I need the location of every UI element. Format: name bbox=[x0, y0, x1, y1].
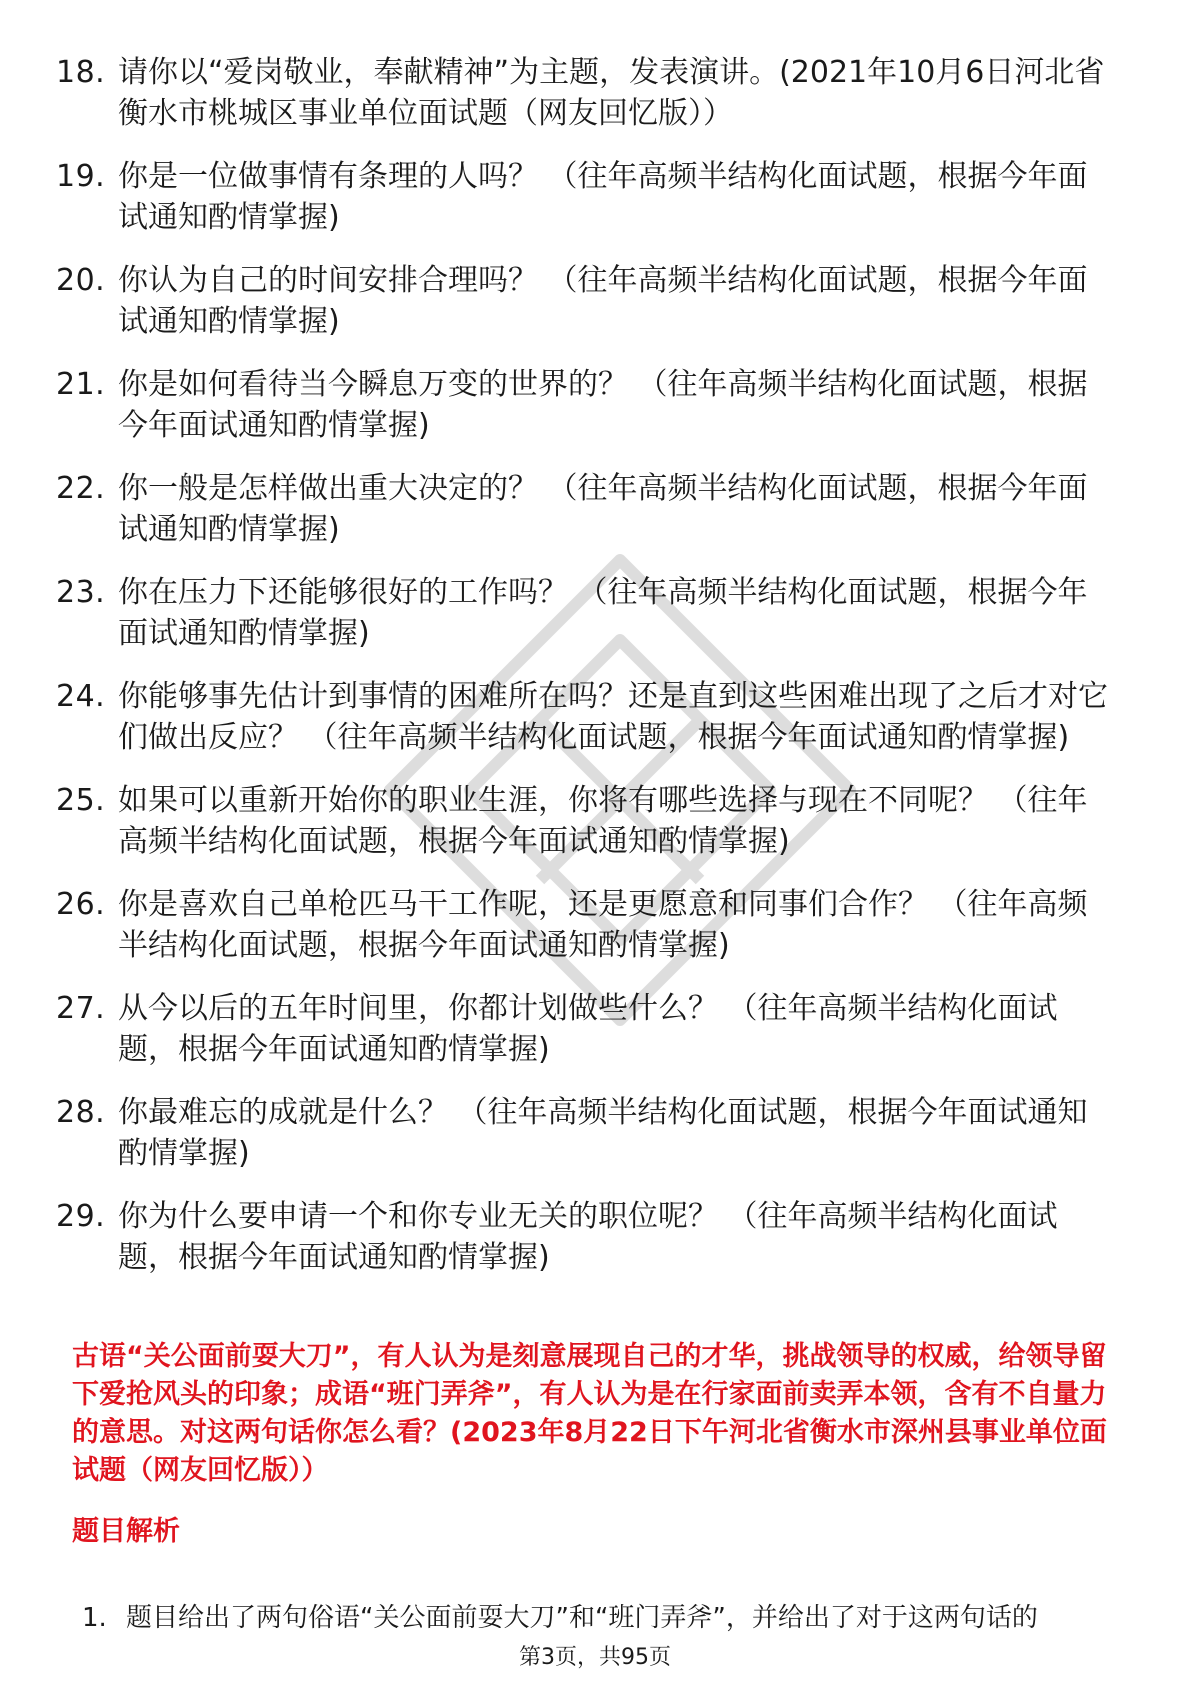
question-text: 你最难忘的成就是什么？ （往年高频半结构化面试题，根据今年面试通知酌情掌握) bbox=[118, 1095, 1088, 1171]
list-item bbox=[56, 364, 1116, 446]
question-number: 22. bbox=[56, 471, 106, 506]
list-item bbox=[56, 884, 1116, 966]
question-text: 你认为自己的时间安排合理吗？ （往年高频半结构化面试题，根据今年面试通知酌情掌握) bbox=[118, 263, 1088, 339]
question-text: 如果可以重新开始你的职业生涯，你将有哪些选择与现在不同呢？ （往年高频半结构化面试题，根据今年面试通知酌情掌握) bbox=[118, 783, 1088, 859]
question-number: 20. bbox=[56, 263, 106, 298]
question-number: 21. bbox=[56, 367, 106, 402]
question-number: 26. bbox=[56, 887, 106, 922]
question-number: 29. bbox=[56, 1199, 106, 1234]
question-text: 你在压力下还能够很好的工作吗？ （往年高频半结构化面试题，根据今年面试通知酌情掌握) bbox=[118, 575, 1088, 651]
analysis-title: 题目解析 bbox=[72, 1516, 180, 1547]
question-text: 你是喜欢自己单枪匹马干工作呢，还是更愿意和同事们合作？ （往年高频半结构化面试题，根据今年面试通知酌情掌握) bbox=[118, 887, 1088, 963]
question-number: 25. bbox=[56, 783, 106, 818]
question-text: 从今以后的五年时间里，你都计划做些什么？ （往年高频半结构化面试题，根据今年面试通知酌情掌握) bbox=[118, 991, 1058, 1067]
list-item bbox=[56, 1196, 1116, 1278]
question-number: 23. bbox=[56, 575, 106, 610]
question-text: 你是一位做事情有条理的人吗？ （往年高频半结构化面试题，根据今年面试通知酌情掌握) bbox=[118, 159, 1088, 235]
list-item bbox=[56, 780, 1116, 862]
list-item bbox=[56, 156, 1116, 238]
question-text: 你一般是怎样做出重大决定的？ （往年高频半结构化面试题，根据今年面试通知酌情掌握) bbox=[118, 471, 1088, 547]
list-item bbox=[56, 1092, 1116, 1174]
question-text: 你是如何看待当今瞬息万变的世界的？ （往年高频半结构化面试题，根据今年面试通知酌情掌握) bbox=[118, 367, 1088, 443]
question-number: 24. bbox=[56, 679, 106, 714]
list-item bbox=[56, 572, 1116, 654]
question-number: 18. bbox=[56, 55, 106, 90]
list-item bbox=[82, 1600, 1122, 1636]
list-item bbox=[56, 52, 1116, 134]
question-text: 你能够事先估计到事情的困难所在吗？还是直到这些困难出现了之后才对它们做出反应？ （往年高频半结构化面试题，根据今年面试通知酌情掌握) bbox=[118, 679, 1108, 755]
analysis-list bbox=[82, 1600, 1122, 1636]
question-text: 你为什么要申请一个和你专业无关的职位呢？ （往年高频半结构化面试题，根据今年面试通知酌情掌握) bbox=[118, 1199, 1058, 1275]
question-list bbox=[56, 52, 1116, 1300]
list-item bbox=[56, 468, 1116, 550]
analysis-text: 题目给出了两句俗语“关公面前耍大刀”和“班门弄斧”，并给出了对于这两句话的 bbox=[126, 1603, 1038, 1633]
question-number: 28. bbox=[56, 1095, 106, 1130]
list-item bbox=[56, 260, 1116, 342]
question-number: 19. bbox=[56, 159, 106, 194]
list-item bbox=[56, 676, 1116, 758]
analysis-number: 1. bbox=[82, 1603, 107, 1633]
highlighted-question: 古语“关公面前耍大刀”，有人认为是刻意展现自己的才华，挑战领导的权威，给领导留下爱抢风头的印象；成语“班门弄斧”，有人认为是在行家面前卖弄本领，含有不自量力的意思。对这两句话你怎么看？(2023年8月22日下午河北省衡水市深州县事业单位面试题（网友回忆版）） bbox=[72, 1341, 1107, 1486]
list-item bbox=[56, 988, 1116, 1070]
page-footer: 第3页，共95页 bbox=[519, 1645, 671, 1670]
question-number: 27. bbox=[56, 991, 106, 1026]
question-text: 请你以“爱岗敬业，奉献精神”为主题，发表演讲。(2021年10月6日河北省衡水市桃城区事业单位面试题（网友回忆版）） bbox=[118, 55, 1105, 131]
